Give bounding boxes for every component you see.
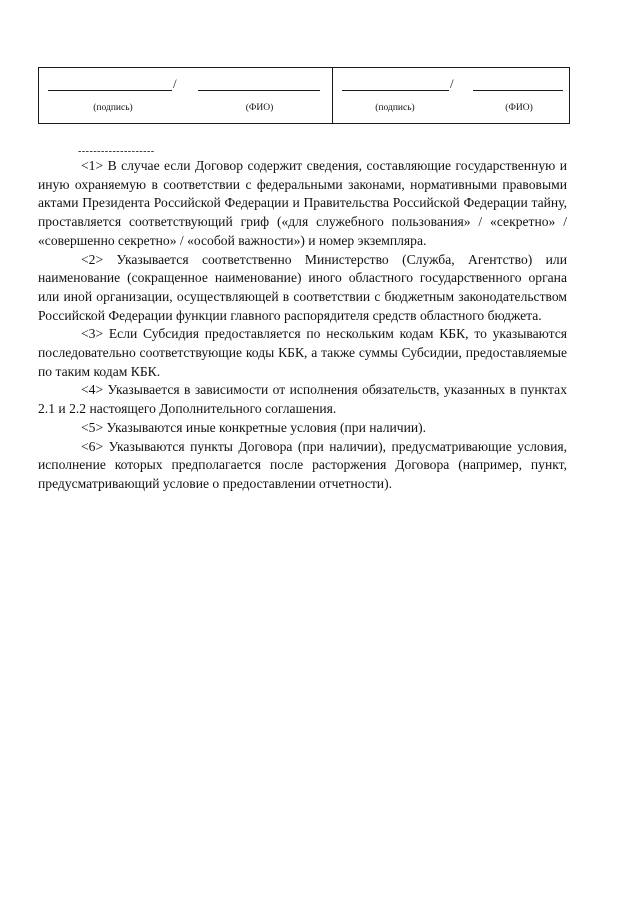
signature-caption: (подпись) <box>375 103 415 113</box>
name-caption: (ФИО) <box>245 103 274 113</box>
footnotes <box>38 157 567 494</box>
footnote-1: <1> В случае если Договор содержит сведения, составляющие государственную и иную охраняемую в соответствии с федеральными законами, нормативными правовыми актами Президента Российской Федерации и Правительства Российской Федерации тайну, проставляется соответствующий гриф («для служебного пользования» / «секретно» / «совершенно секретно» / «особой важности») и номер экземпляра. <box>38 158 567 248</box>
footnote-4: <4> Указывается в зависимости от исполнения обязательств, указанных в пунктах 2.1 и 2.2 настоящего Дополнительного соглашения. <box>38 382 567 417</box>
signature-cell-left <box>39 68 333 123</box>
signature-line <box>48 90 172 91</box>
signature-line <box>342 90 449 91</box>
footnote-2: <2> Указывается соответственно Министерство (Служба, Агентство) или наименование (сокращенное наименование) иного областного государственного органа или иной организации, осуществляющей в соответствии с бюджетным законодательством Российской Федерации функции главного распорядителя средств областного бюджета. <box>38 251 567 323</box>
footnote-6: <6> Указываются пункты Договора (при наличии), предусматривающие условия, исполнение которых предполагается после расторжения Договора (например, пункт, предусматривающий условие о предоставлении отчетности). <box>38 438 567 491</box>
signature-table <box>38 67 570 124</box>
name-line <box>198 90 320 91</box>
signature-cell-right <box>333 68 569 123</box>
footnote-5: <5> Указываются иные конкретные условия (при наличии). <box>81 419 427 435</box>
signature-caption: (подпись) <box>93 103 133 113</box>
separator-slash: / <box>450 76 454 91</box>
name-caption: (ФИО) <box>505 103 533 113</box>
footnote-separator: -------------------- <box>78 146 155 157</box>
footnote-3: <3> Если Субсидия предоставляется по нескольким кодам КБК, то указываются последовательно соответствующие коды КБК, а также суммы Субсидии, предоставляемые по таким кодам КБК. <box>38 326 567 379</box>
separator-slash: / <box>173 76 177 91</box>
name-line <box>473 90 563 91</box>
